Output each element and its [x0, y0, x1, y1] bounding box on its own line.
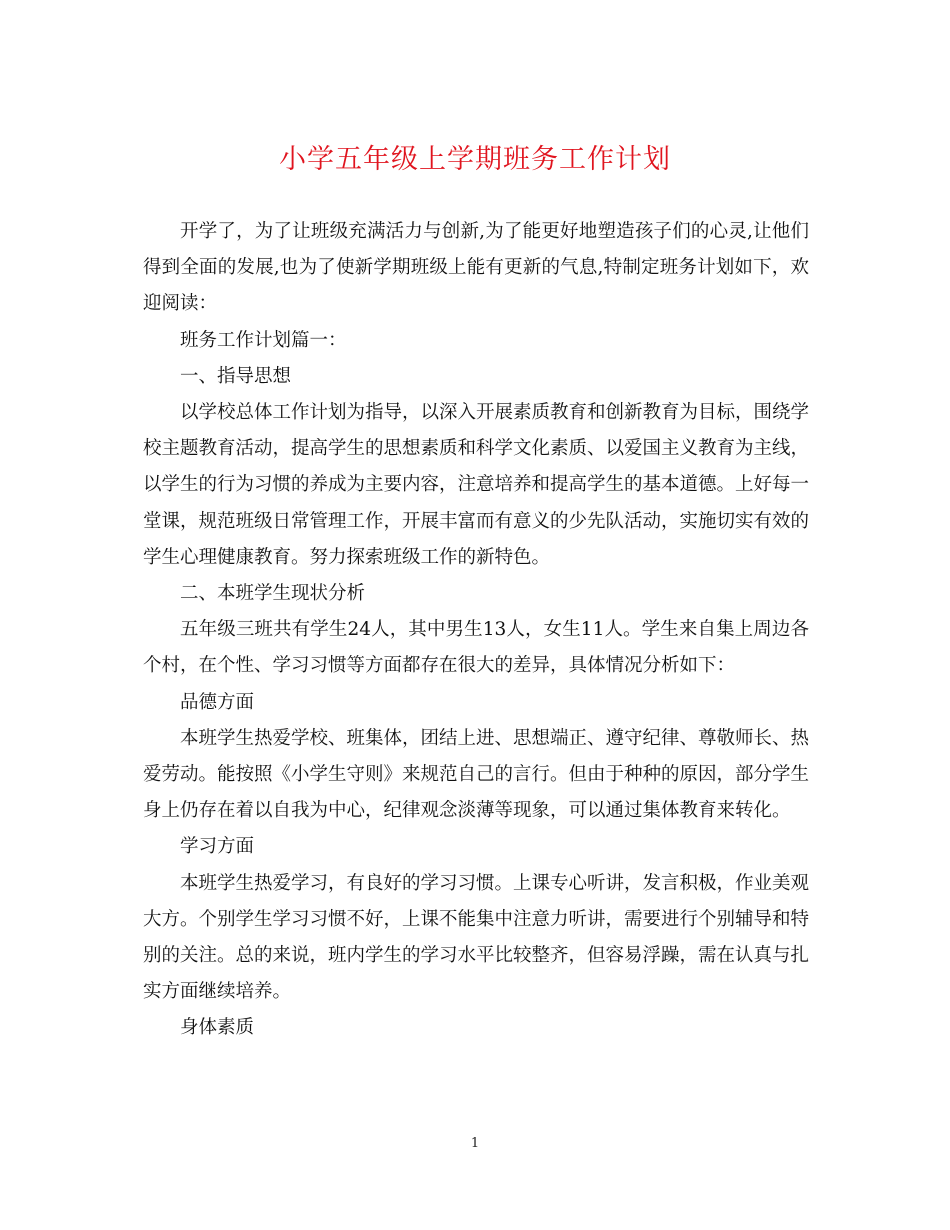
- page-number: 1: [470, 1136, 480, 1151]
- paragraph-morality: 本班学生热爱学校、班集体，团结上进、思想端正、遵守纪律、尊敬师长、热爱劳动。能按照《小学生守则》来规范自己的言行。但由于种种的原因，部分学生身上仍存在着以自我为中心，纪律观念淡薄等现象，可以通过集体教育来转化。: [143, 727, 810, 822]
- heading-study: 学习方面: [180, 836, 255, 858]
- paragraph-intro: 开学了，为了让班级充满活力与创新,为了能更好地塑造孩子们的心灵,让他们得到全面的发展,也为了使新学期班级上能有更新的气息,特制定班务计划如下，欢迎阅读：: [143, 221, 809, 315]
- paragraph-study: 本班学生热爱学习，有良好的学习习惯。上课专心听讲，发言积极，作业美观大方。个别学生学习习惯不好，上课不能集中注意力听讲，需要进行个别辅导和特别的关注。总的来说，班内学生的学习水平比较整齐，但容易浮躁，需在认真与扎实方面继续培养。: [143, 872, 810, 1003]
- heading-guiding-ideology: 一、指导思想: [180, 365, 292, 387]
- heading-morality: 品德方面: [180, 691, 255, 713]
- heading-plan-part-one: 班务工作计划篇一：: [180, 329, 347, 351]
- heading-class-analysis: 二、本班学生现状分析: [180, 583, 366, 605]
- document-title: 小学五年级上学期班务工作计划: [279, 144, 671, 175]
- heading-physical-quality: 身体素质: [180, 1017, 255, 1039]
- paragraph-class-analysis: 五年级三班共有学生24人，其中男生13人，女生11人。学生来自集上周边各个村，在个性、学习习惯等方面都存在很大的差异，具体情况分析如下：: [143, 619, 809, 677]
- document-body: [143, 214, 809, 1047]
- paragraph-guiding-ideology: 以学校总体工作计划为指导，以深入开展素质教育和创新教育为目标，围绕学校主题教育活动，提高学生的思想素质和科学文化素质、以爱国主义教育为主线，以学生的行为习惯的养成为主要内容，注意培养和提高学生的基本道德。上好每一堂课，规范班级日常管理工作，开展丰富而有意义的少先队活动，实施切实有效的学生心理健康教育。努力探索班级工作的新特色。: [143, 402, 810, 568]
